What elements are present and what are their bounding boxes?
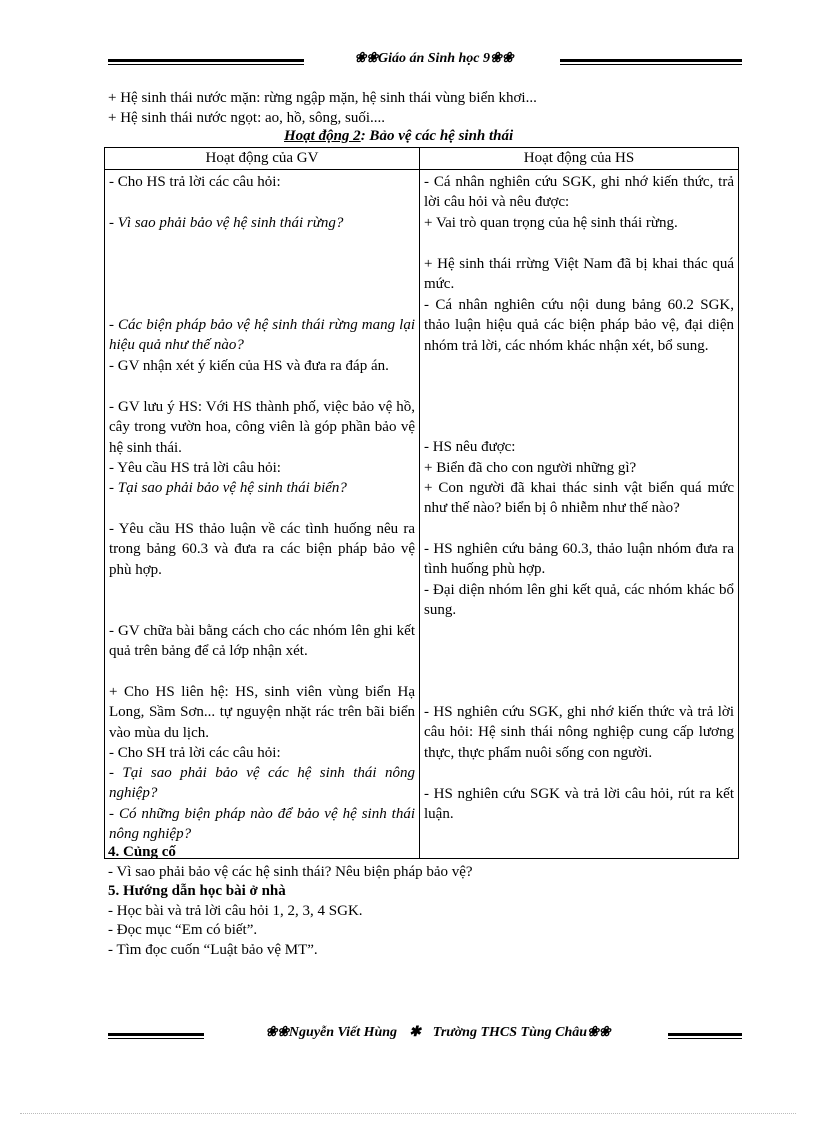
footer-rule-left <box>108 1033 204 1039</box>
header-rule-right <box>560 59 742 65</box>
consolidation-heading: 4. Củng cố <box>108 844 176 860</box>
gv-question: - Vì sao phải bảo vệ hệ sinh thái rừng? <box>109 214 344 231</box>
gv-question: - Tại sao phải bảo vệ hệ sinh thái biển? <box>109 479 347 496</box>
intro-line-saltwater: + Hệ sinh thái nước mặn: rừng ngập mặn, hệ sinh thái vùng biển khơi... <box>108 90 537 106</box>
footer-separator-icon: ✱ <box>409 1025 421 1040</box>
gv-block: - GV lưu ý HS: Với HS thành phố, việc bảo vệ hồ, cây trong vườn hoa, công viên là góp phần bảo vệ hệ sinh thái. <box>109 398 415 456</box>
hs-column <box>420 169 739 858</box>
footer-author: ❀❀Nguyễn Viết Hùng <box>265 1025 398 1040</box>
gv-question: - Tại sao phải bảo vệ các hệ sinh thái nông nghiệp? <box>109 764 415 801</box>
gv-block: - Yêu cầu HS thảo luận về các tình huống nêu ra trong bảng 60.3 và đưa ra các biện pháp bảo vệ phù hợp. <box>109 520 415 578</box>
hs-block: - Đại diện nhóm lên ghi kết quả, các nhóm khác bổ sung. <box>424 581 734 618</box>
table-header-hs: Hoạt động của HS <box>420 148 739 170</box>
section-title-text: : Bảo vệ các hệ sinh thái <box>360 128 514 144</box>
gv-block: - GV chữa bài bằng cách cho các nhóm lên ghi kết quả trên bảng để cả lớp nhận xét. <box>109 622 415 659</box>
gv-question: - Có những biện pháp nào để bảo vệ hệ sinh thái nông nghiệp? <box>109 805 415 842</box>
intro-lines <box>108 88 537 128</box>
gv-block: - GV nhận xét ý kiến của HS và đưa ra đáp án. <box>109 357 389 374</box>
hs-block: - Cá nhân nghiên cứu nội dung bảng 60.2 SGK, thảo luận hiệu quả các biện pháp bảo vệ, đại diện nhóm trả lời, các nhóm khác nhận xét, bổ sung. <box>424 296 734 354</box>
gv-block: - Yêu cầu HS trả lời câu hỏi: <box>109 459 281 476</box>
homework-line: - Học bài và trả lời câu hỏi 1, 2, 3, 4 SGK. <box>108 902 363 919</box>
hs-block: + Hệ sinh thái rrừng Việt Nam đã bị khai thác quá mức. <box>424 255 734 292</box>
hs-block: + Con người đã khai thác sinh vật biển quá mức như thế nào? biển bị ô nhiễm như thế nào? <box>424 479 734 516</box>
homework-line: - Tìm đọc cuốn “Luật bảo vệ MT”. <box>108 941 318 958</box>
activity-table <box>104 147 739 859</box>
homework-heading: 5. Hướng dẫn học bài ở nhà <box>108 883 286 899</box>
gv-column <box>105 169 420 858</box>
hs-block: - HS nghiên cứu bảng 60.3, thảo luận nhóm đưa ra tình huống phù hợp. <box>424 540 734 577</box>
hs-block: - HS nghiên cứu SGK, ghi nhớ kiến thức và trả lời câu hỏi: Hệ sinh thái nông nghiệp cung cấp lương thực, thực phẩm nuôi sống con người. <box>424 703 734 761</box>
gv-block: - Cho SH trả lời các câu hỏi: <box>109 744 281 761</box>
footer-school: Trường THCS Tùng Châu❀❀ <box>432 1025 611 1040</box>
header-title: ❀❀Giáo án Sinh học 9❀❀ <box>354 51 514 66</box>
homework-line: - Đọc mục “Em có biết”. <box>108 922 258 938</box>
consolidation-line: - Vì sao phải bảo vệ các hệ sinh thái? Nêu biện pháp bảo vệ? <box>108 863 473 880</box>
gv-block: - Cho HS trả lời các câu hỏi: <box>109 173 281 190</box>
hs-block: - HS nêu được: <box>424 438 516 455</box>
intro-line-freshwater: + Hệ sinh thái nước ngọt: ao, hồ, sông, suối.... <box>108 110 386 126</box>
hs-block: - Cá nhân nghiên cứu SGK, ghi nhớ kiến thức, trả lời câu hỏi và nêu được: <box>424 173 734 210</box>
bottom-sections <box>108 843 473 960</box>
hs-block: + Vai trò quan trọng của hệ sinh thái rừng. <box>424 214 678 231</box>
header-rule-left <box>108 59 304 65</box>
hs-block: + Biển đã cho con người những gì? <box>424 459 637 476</box>
hs-block: - HS nghiên cứu SGK và trả lời câu hỏi, rút ra kết luận. <box>424 785 734 822</box>
page-bottom-dotted-line <box>20 1113 796 1114</box>
gv-block: + Cho HS liên hệ: HS, sinh viên vùng biển Hạ Long, Sầm Sơn... tự nguyện nhặt rác trên bãi biển vào mùa du lịch. <box>109 683 415 741</box>
section-label: Hoạt động 2 <box>284 128 361 144</box>
footer-rule-right <box>668 1033 742 1039</box>
section-title <box>284 128 513 145</box>
table-header-gv: Hoạt động của GV <box>105 148 420 170</box>
footer <box>208 1024 668 1041</box>
gv-question: - Các biện pháp bảo vệ hệ sinh thái rừng mang lại hiệu quả như thế nào? <box>109 316 415 353</box>
